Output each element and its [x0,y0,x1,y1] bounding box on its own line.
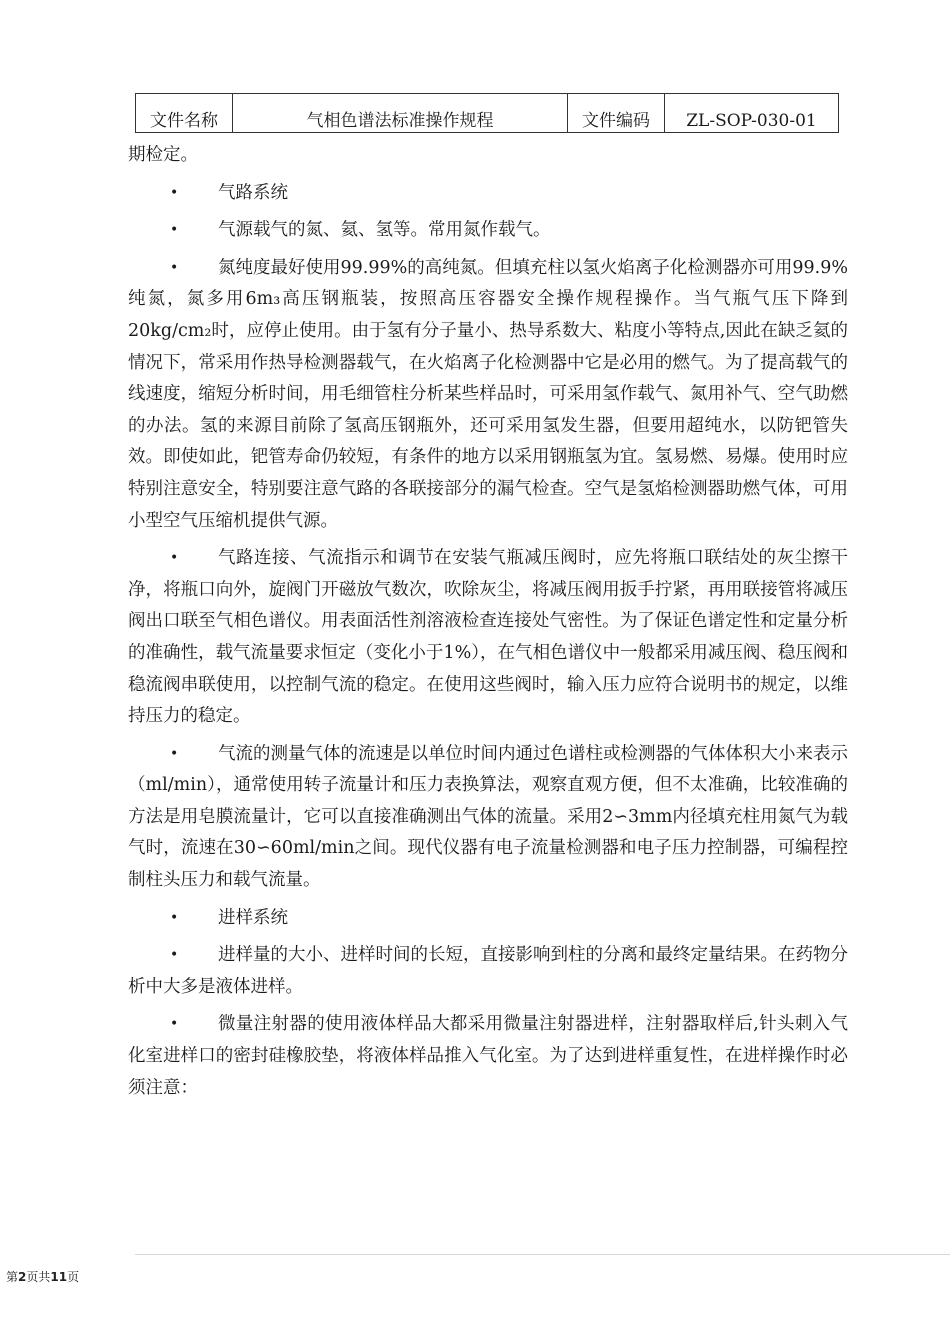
file-name-label: 文件名称 [136,94,233,133]
list-item-text: 气源载气的氮、氦、氢等。常用氮作载气。 [218,220,551,241]
list-item [128,940,848,1003]
list-item-text: 进样系统 [218,907,288,928]
bullet-icon: • [170,947,179,964]
document-header-table [135,93,839,133]
page-footer [6,1268,79,1285]
header-row [136,94,839,133]
list-item [128,543,848,733]
list-item [128,215,848,247]
list-item-text: 气路系统 [218,182,288,203]
list-item [128,739,848,897]
list-item-text: 气路连接、气流指示和调节在安装气瓶减压阀时，应先将瓶口联结处的灰尘擦干净，将瓶口向外，旋阀门开磁放气数次，吹除灰尘，将减压阀用扳手拧紧，再用联接管将减压阀出口联至气相色谱仪。用表面活性剂溶液检查连接处气密性。为了保证色谱定性和定量分析的准确性，载气流量要求恒定（变化小于1%），在气相色谱仪中一般都采用减压阀、稳压阀和稳流阀串联使用，以控制气流的稳定。在使用这些阀时，输入压力应符合说明书的规定，以维持压力的稳定。 [128,548,848,727]
bullet-icon: • [170,909,179,926]
bullet-icon: • [170,745,179,762]
file-name-value: 气相色谱法标准操作规程 [233,94,568,133]
list-item [128,903,848,935]
footer-page-number: 2 [18,1270,27,1284]
footer-divider [135,1254,950,1255]
document-body [128,140,848,1110]
bullet-icon: • [170,184,179,201]
footer-total-pages: 11 [50,1270,68,1284]
bullet-icon: • [170,259,179,276]
bullet-icon: • [170,1016,179,1033]
footer-middle: 页共 [26,1270,51,1284]
list-item-text: 进样量的大小、进样时间的长短，直接影响到柱的分离和最终定量结果。在药物分析中大多是液体进样。 [128,945,848,997]
footer-prefix: 第 [6,1270,19,1284]
footer-suffix: 页 [67,1270,80,1284]
list-item [128,178,848,210]
bullet-icon: • [170,550,179,567]
list-item [128,253,848,537]
file-code-label: 文件编码 [568,94,665,133]
bullet-icon: • [170,222,179,239]
list-item-text: 微量注射器的使用液体样品大都采用微量注射器进样，注射器取样后,针头刺入气化室进样口的密封硅橡胶垫，将液体样品推入气化室。为了达到进样重复性，在进样操作时必须注意： [128,1014,848,1098]
list-item-text: 氮纯度最好使用99.99%的高纯氮。但填充柱以氢火焰离子化检测器亦可用99.9%纯氮，氮多用6m₃高压钢瓶装，按照高压容器安全操作规程操作。当气瓶气压下降到20kg/cm₂时，应停止使用。由于氢有分子量小、热导系数大、粘度小等特点,因此在缺乏氦的情况下，常采用作热导检测器载气，在火焰离子化检测器中它是必用的燃气。为了提高载气的线速度，缩短分析时间，用毛细管柱分析某些样品时，可采用氢作载气、氮用补气、空气助燃的办法。氢的来源目前除了氢高压钢瓶外，还可采用氢发生器，但要用超纯水，以防钯管失效。即使如此，钯管寿命仍较短，有条件的地方以采用钢瓶氢为宜。氢易燃、易爆。使用时应特别注意安全，特别要注意气路的各联接部分的漏气检查。空气是氢焰检测器助燃气体，可用小型空气压缩机提供气源。 [128,257,848,531]
list-item [128,1009,848,1104]
continuation-text: 期检定。 [128,145,198,165]
list-item-text: 气流的测量气体的流速是以单位时间内通过色谱柱或检测器的气体体积大小来表示（ml/min），通常使用转子流量计和压力表换算法，观察直观方便，但不太准确，比较准确的方法是用皂膜流量计，它可以直接准确测出气体的流量。采用2∽3mm内径填充柱用氮气为载气时，流速在30∽60ml/min之间。现代仪器有电子流量检测器和电子压力控制器，可编程控制柱头压力和载气流量。 [128,743,848,891]
file-code-value: ZL-SOP-030-01 [665,94,839,133]
